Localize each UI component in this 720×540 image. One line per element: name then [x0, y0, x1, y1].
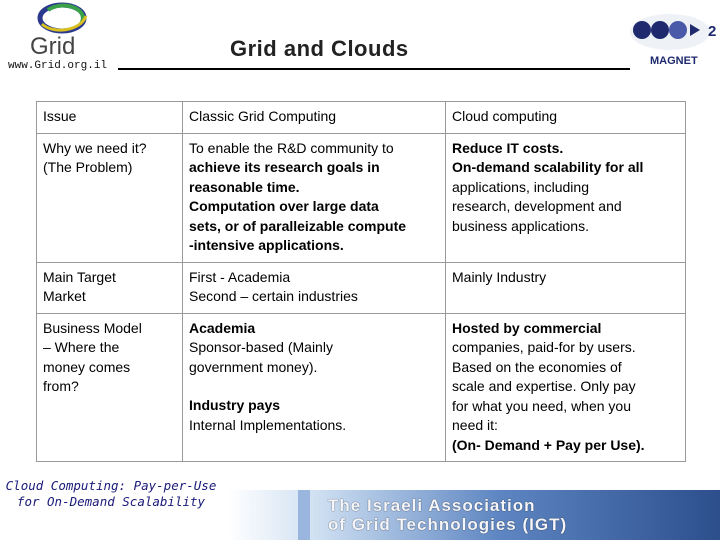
col-header-grid: Classic Grid Computing — [183, 102, 446, 134]
issue-cell — [37, 313, 183, 462]
table-row — [37, 133, 686, 262]
grid-cell — [183, 262, 446, 313]
text-line: -intensive applications. — [189, 237, 344, 253]
cloud-cell — [446, 313, 686, 462]
text-line: Second – certain industries — [189, 288, 358, 304]
text-line: Market — [43, 288, 86, 304]
text-line: Why we need it? — [43, 139, 147, 156]
igt-banner — [228, 490, 720, 540]
banner-text — [328, 496, 567, 534]
text-line: need it: — [452, 417, 498, 433]
comparison-table — [36, 101, 686, 462]
magnet-label: MAGNET — [650, 55, 698, 67]
footnote-line: Cloud Computing: Pay-per-Use — [5, 478, 217, 493]
table-row — [37, 262, 686, 313]
text-line: sets, or of paralleizable compute — [189, 217, 407, 234]
cloud-cell — [446, 262, 686, 313]
text-line: Reduce IT costs. — [452, 139, 564, 156]
text-line: money comes — [43, 358, 131, 375]
text-line: Based on the economies of — [452, 358, 622, 375]
banner-swoosh — [298, 490, 310, 540]
text-line: Internal Implementations. — [189, 416, 347, 433]
text-line: business applications. — [452, 217, 589, 234]
text-line: Sponsor-based (Mainly — [189, 339, 333, 355]
spacer — [189, 377, 439, 396]
text-line: from? — [43, 378, 79, 394]
banner-line: of Grid Technologies (IGT) — [328, 515, 568, 534]
text-line: Hosted by commercial — [452, 319, 602, 336]
page-title: Grid and Clouds — [230, 36, 409, 61]
grid-logo — [22, 2, 112, 60]
text-line: (On- Demand + Pay per Use). — [452, 436, 645, 453]
issue-cell — [37, 133, 183, 262]
table-row — [37, 313, 686, 462]
text-line: companies, paid-for by users. — [452, 339, 636, 355]
text-line: applications, including — [452, 178, 589, 195]
text-line: To enable the R&D community to — [189, 139, 394, 156]
col-header-cloud: Cloud computing — [446, 102, 686, 134]
text-line: Computation over large data — [189, 198, 379, 214]
text-line: Mainly Industry — [452, 268, 547, 285]
text-line: (The Problem) — [43, 159, 133, 175]
text-line: Main Target — [43, 268, 116, 285]
text-line: achieve its research goals in — [189, 159, 380, 175]
text-line: government money). — [189, 358, 318, 375]
site-url: www.Grid.org.il — [8, 60, 108, 72]
grid-cell — [183, 133, 446, 262]
text-line: scale and expertise. Only pay — [452, 378, 636, 394]
text-line: – Where the — [43, 339, 120, 355]
footnote-line: for On-Demand Scalability — [16, 494, 206, 509]
col-header-issue: Issue — [37, 102, 183, 134]
text-line: for what you need, when you — [452, 397, 632, 414]
magnet-number: 2 — [708, 23, 717, 40]
text-line: Business Model — [43, 319, 142, 336]
title-rule — [118, 68, 630, 70]
issue-cell — [37, 262, 183, 313]
banner-line: The Israeli Association — [328, 496, 536, 515]
text-line: reasonable time. — [189, 178, 300, 195]
text-line: On-demand scalability for all — [452, 159, 644, 175]
text-line: Industry pays — [189, 397, 281, 413]
text-line: research, development and — [452, 198, 622, 214]
footnote — [0, 478, 222, 510]
magnet-logo — [628, 10, 718, 72]
grid-cell — [183, 313, 446, 462]
header-row — [37, 102, 686, 134]
text-line: Academia — [189, 319, 256, 336]
grid-logo-text: Grid — [30, 33, 76, 60]
text-line: First - Academia — [189, 268, 291, 285]
cloud-cell — [446, 133, 686, 262]
